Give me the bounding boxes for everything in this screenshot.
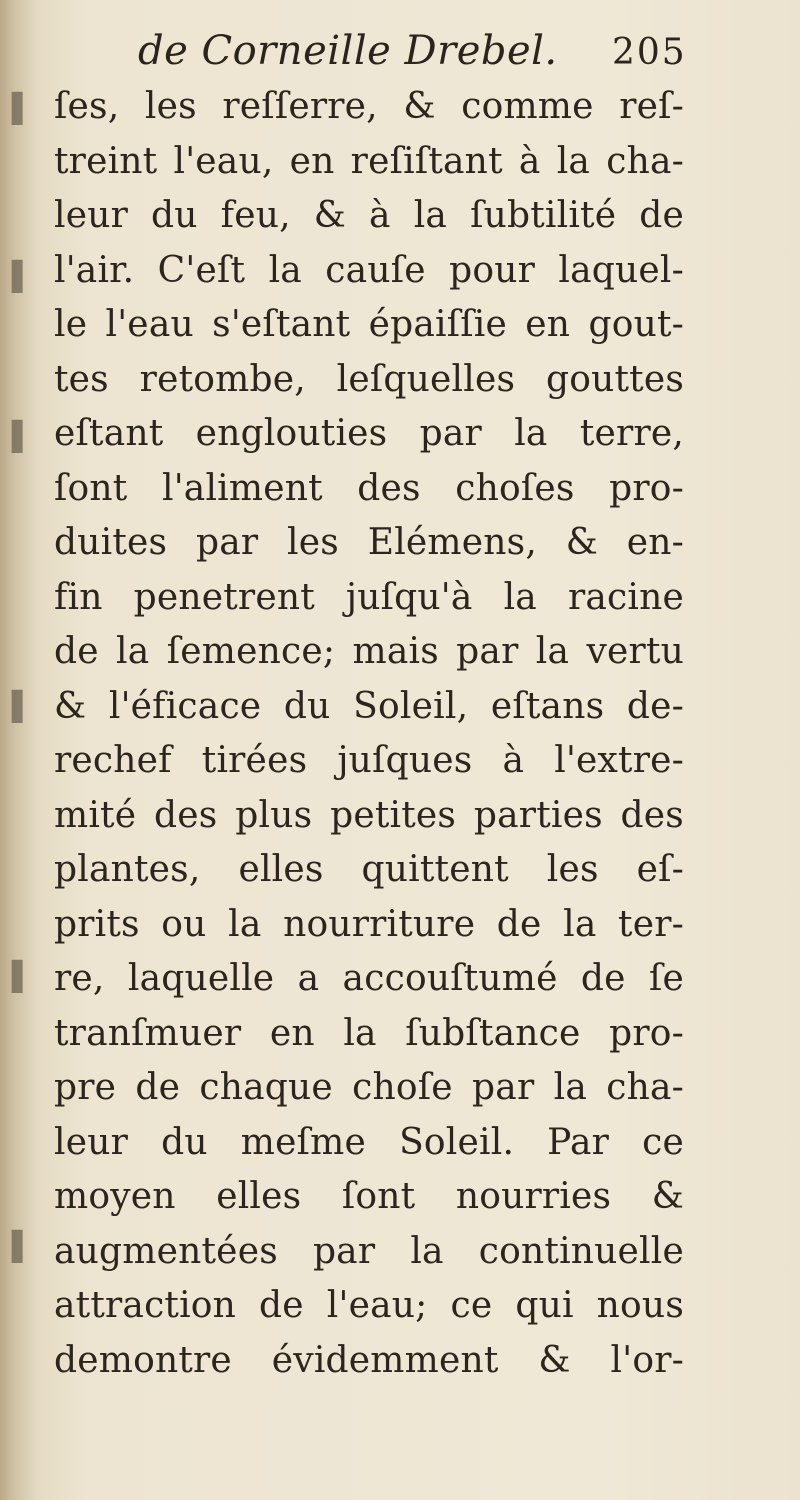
show-through-mark: ▌ [12, 1230, 34, 1263]
text-line: de la ſemence; mais par la vertu [54, 631, 684, 672]
text-line: l'air. C'eſt la cauſe pour laquel- [54, 249, 684, 291]
binding-gutter [0, 0, 36, 1500]
text-line: rechef tirées juſques à l'extre- [54, 740, 684, 781]
text-line: leur du meſme Soleil. Par ce [54, 1121, 684, 1163]
text-line: moyen elles ſont nourries & [54, 1176, 684, 1217]
text-line: leur du feu, & à la ſubtilité de [54, 195, 684, 236]
text-line: & l'éficace du Soleil, eſtans de- [54, 685, 684, 727]
page-header [0, 28, 800, 88]
text-line: ſes, les reſſerre, & comme reſ- [54, 86, 684, 127]
running-head: de Corneille Drebel. [138, 28, 558, 74]
text-line: prits ou la nourriture de la ter- [54, 903, 684, 945]
show-through-mark: ▌ [12, 260, 34, 293]
show-through-mark: ▌ [12, 92, 34, 125]
text-line: re, laquelle a accouſtumé de ſe [54, 958, 684, 999]
show-through-mark: ▌ [12, 690, 34, 723]
text-line: fin penetrent juſqu'à la racine [54, 576, 684, 618]
text-line: le l'eau s'eſtant épaiſſie en gout- [54, 304, 684, 345]
text-line: attraction de l'eau; ce qui nous [54, 1285, 684, 1326]
page-number: 205 [612, 32, 687, 73]
text-line: ſont l'aliment des choſes pro- [54, 467, 684, 509]
text-line: eſtant englouties par la terre, [54, 413, 684, 454]
text-line: treint l'eau, en reſiſtant à la cha- [54, 140, 684, 182]
text-line: plantes, elles quittent les eſ- [54, 849, 684, 890]
show-through-mark: ▌ [12, 420, 34, 453]
text-line: tes retombe, leſquelles gouttes [54, 358, 684, 400]
body-text [54, 80, 684, 1388]
show-through-mark: ▌ [12, 960, 34, 993]
text-line: augmentées par la continuelle [54, 1230, 684, 1272]
text-line: demontre évidemment & l'or- [54, 1339, 684, 1381]
text-line: tranſmuer en la ſubſtance pro- [54, 1012, 684, 1054]
text-line: pre de chaque choſe par la cha- [54, 1067, 684, 1108]
text-line: mité des plus petites parties des [54, 794, 684, 836]
text-line: duites par les Elémens, & en- [54, 522, 684, 563]
